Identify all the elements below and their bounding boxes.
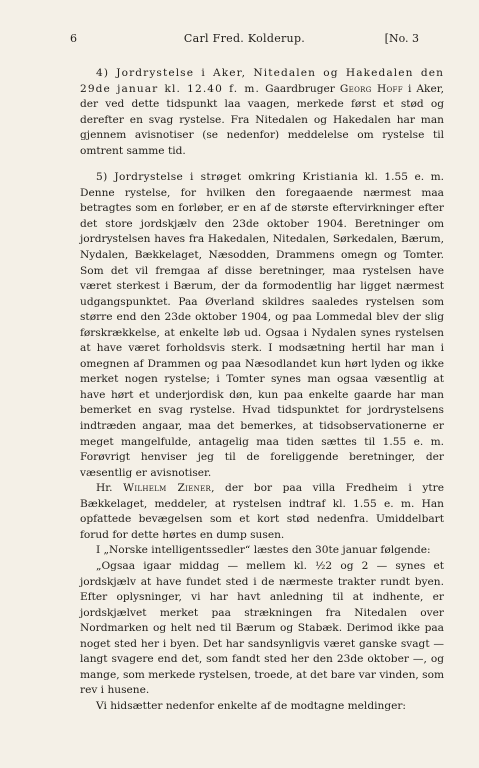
running-header (70, 32, 419, 48)
person-name: Wilhelm Ziener (123, 482, 212, 495)
newspaper-intro: I „Norske intelligentssedler“ læstes den 30te januar følgende: (96, 544, 431, 557)
running-title: Carl Fred. Kolderup. (183, 32, 306, 45)
section-5-time: kl. 1.55 e. m. (364, 171, 444, 184)
ziener-paragraph: Hr. Wilhelm Ziener, der bor paa villa Fredheim i ytre Bækkelaget, meddeler, at rystelsen indtraf kl. 1.55 e. m. Han opfattede bevægelsen som et kort stød nedenfra. Umiddelbart forud for dette hørtes en dump susen. (80, 482, 444, 541)
page-number: 6 (70, 32, 77, 45)
section-5-paragraph: 5) Jordrystelse i strøget omkring Kristiania kl. 1.55 e. m. Denne rystelse, for hvilken den foregaaende nærmest maa betragtes som en forløber, er en af de største eftervirkninger efter det store jordskjælv den 23de oktober 1904. Beretninger om jordrystelsen haves fra Hakedalen, Nitedalen, Sørkedalen, Bærum, Nydalen, Bækkelaget, Næsodden, Drammens omegn og Tomter. Som det vil fremgaa af disse beretninger, maa rystelsen have været sterkest i Bærum, der da formodentlig har ligget nærmest udgangspunktet. Paa Øverland skildres saaledes rystelsen som større end den 23de oktober 1904, og paa Lommedal blev der slig førskrækkelse, at enkelte løb ud. Ogsaa i Nydalen synes rystelsen at have været forholdsvis sterk. I modsætning hertil har man i omegnen af Drammen og paa Næsodlandet kun hørt lyden og ikke merket nogen rystelse; i Tomter synes man ogsaa væsentlig at have hørt et underjordisk døn, kun paa enkelte gaarde har man bemerket en svag rystelse. Hvad tidspunktet for jordrystelsens indtræden angaar, maa det bemerkes, at tidsobservationerne er meget mangelfulde, antagelig maa tiden sættes til 1.55 e. m. Forøvrigt henviser jeg til de foreliggende beretninger, der væsentlig er avisnotiser. (80, 171, 444, 479)
section-4-heading: 4) Jordrystelse i Aker, Nitedalen og Hakedalen den 29de januar kl. 12.40 f. m. (80, 67, 444, 95)
section-4-paragraph: 4) Jordrystelse i Aker, Nitedalen og Hakedalen den 29de januar kl. 12.40 f. m. Gaardbruger Georg Hoff i Aker, der ved dette tidspunkt laa vaagen, merkede først et stød og derefter en svag rystelse. Fra Nitedalen og Hakedalen har man gjennem avisnotiser (se nedenfor) meddelelse om rystelse til omtrent samme tid. (80, 67, 444, 157)
closing-line: Vi hidsætter nedenfor enkelte af de modtagne meldinger: (96, 699, 407, 712)
person-name: Georg Hoff (339, 82, 403, 95)
body-text (80, 66, 444, 714)
newspaper-quote: „Ogsaa igaar middag — mellem kl. ½2 og 2 — synes et jordskjælv at have fundet sted i de nærmeste trakter rundt byen. Efter oplysninger, vi har havt anledning til at indhente, er jordskjælvet merket paa strækningen fra Nitedalen over Nordmarken og helt ned til Bærum og Stabæk. Derimod ikke paa noget sted her i byen. Det har sandsynligvis været ganske svagt — langt svagere end det, som fandt sted her den 23de oktober —, og mange, som merkede rystelsen, troede, at det bare var vinden, som rev i husene. (80, 559, 444, 697)
section-5-heading: 5) Jordrystelse i strøget omkring Kristiania (96, 171, 359, 184)
issue-number: [No. 3 (384, 32, 419, 45)
